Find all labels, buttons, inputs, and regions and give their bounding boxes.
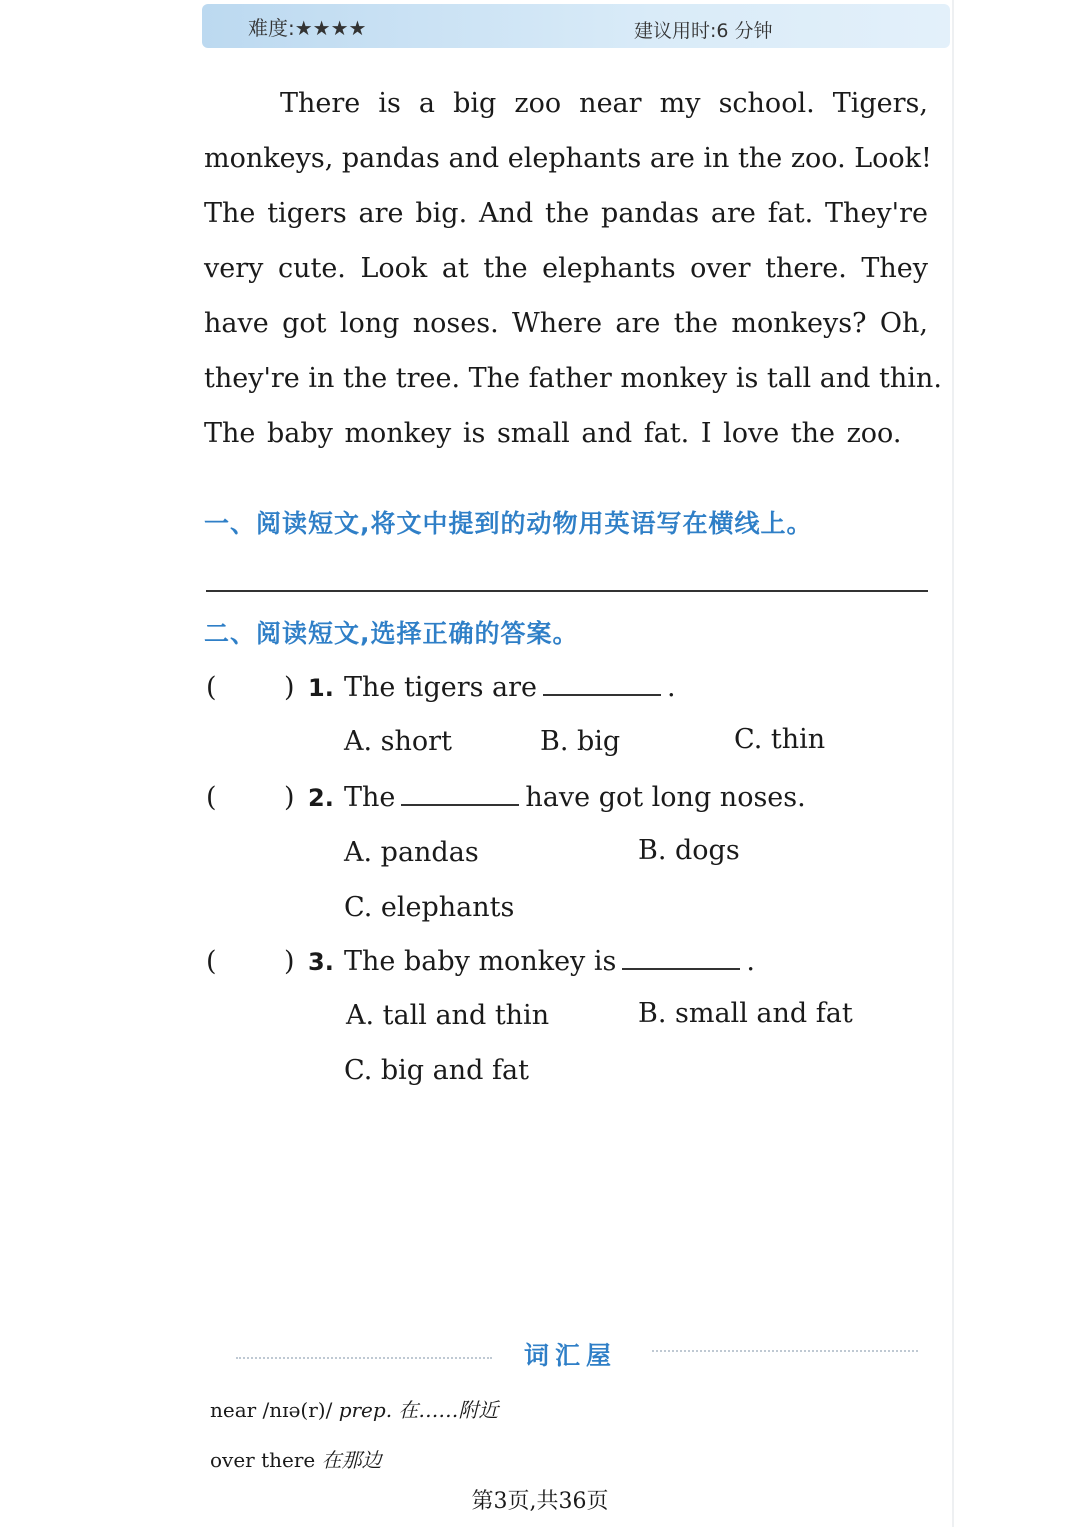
vocab-meaning: 在……附近: [398, 1398, 499, 1422]
stem-text: .: [667, 672, 676, 703]
vocab-divider-right: [652, 1350, 918, 1352]
question-stem: [344, 668, 676, 708]
vocab-divider-left: [236, 1357, 492, 1359]
option-c[interactable]: C. elephants: [344, 892, 515, 923]
answer-paren-close: ): [284, 672, 295, 703]
fill-blank: [622, 942, 740, 970]
passage-line: they're in the tree. The father monkey is tall and thin.: [204, 363, 942, 394]
passage-line: The baby monkey is small and fat. I love the zoo.: [204, 418, 902, 449]
stem-text: .: [746, 946, 755, 977]
suggested-time-label: 建议用时:6 分钟: [634, 20, 773, 42]
fill-blank: [401, 778, 519, 806]
stem-text: have got long noses.: [525, 782, 806, 813]
question-number: 2.: [308, 784, 334, 812]
vocab-meaning: 在那边: [321, 1448, 382, 1472]
vocab-word: near /nɪə(r)/: [210, 1398, 333, 1422]
vocab-word: over there: [210, 1448, 316, 1472]
answer-paren-open[interactable]: (: [206, 672, 217, 703]
reading-passage: [204, 76, 942, 461]
vocab-title: 词汇屋: [524, 1341, 618, 1370]
page-number: 第3页,共36页: [471, 1489, 609, 1514]
answer-paren-open[interactable]: (: [206, 946, 217, 977]
passage-line: have got long noses. Where are the monkeys? Oh,: [204, 308, 928, 339]
question-3: [206, 942, 926, 982]
question-number: 1.: [308, 674, 334, 702]
fill-blank: [543, 668, 661, 696]
page-edge: [952, 0, 954, 1527]
question-stem: [344, 778, 806, 818]
option-b[interactable]: B. small and fat: [638, 998, 853, 1029]
option-b[interactable]: B. dogs: [638, 835, 740, 866]
option-a[interactable]: A. short: [344, 726, 452, 757]
header-bar: [202, 4, 950, 48]
stem-text: The baby monkey is: [344, 946, 617, 977]
stem-text: The tigers are: [344, 672, 538, 703]
passage-line: There is a big zoo near my school. Tigers,: [280, 88, 928, 119]
question-number: 3.: [308, 948, 334, 976]
section1-title: 一、阅读短文,将文中提到的动物用英语写在横线上。: [204, 509, 813, 538]
vocab-item: [210, 1444, 382, 1473]
question-2: [206, 778, 926, 818]
option-b[interactable]: B. big: [540, 726, 621, 757]
question-1: [206, 668, 926, 708]
stem-text: The: [344, 782, 396, 813]
section2-title: 二、阅读短文,选择正确的答案。: [204, 619, 579, 648]
answer-paren-close: ): [284, 782, 295, 813]
answer-paren-close: ): [284, 946, 295, 977]
passage-line: The tigers are big. And the pandas are fat. They're: [204, 198, 928, 229]
difficulty-label: 难度:★★★★: [248, 16, 367, 40]
option-a[interactable]: A. pandas: [344, 837, 479, 868]
answer-write-line[interactable]: [206, 590, 928, 592]
passage-line: monkeys, pandas and elephants are in the zoo. Look!: [204, 143, 932, 174]
option-c[interactable]: C. big and fat: [344, 1055, 529, 1086]
vocab-pos: prep.: [338, 1398, 393, 1422]
option-c[interactable]: C. thin: [734, 724, 826, 755]
vocab-item: [210, 1394, 498, 1423]
answer-paren-open[interactable]: (: [206, 782, 217, 813]
question-stem: [344, 942, 755, 982]
passage-line: very cute. Look at the elephants over there. They: [204, 253, 928, 284]
option-a[interactable]: A. tall and thin: [346, 1000, 550, 1031]
